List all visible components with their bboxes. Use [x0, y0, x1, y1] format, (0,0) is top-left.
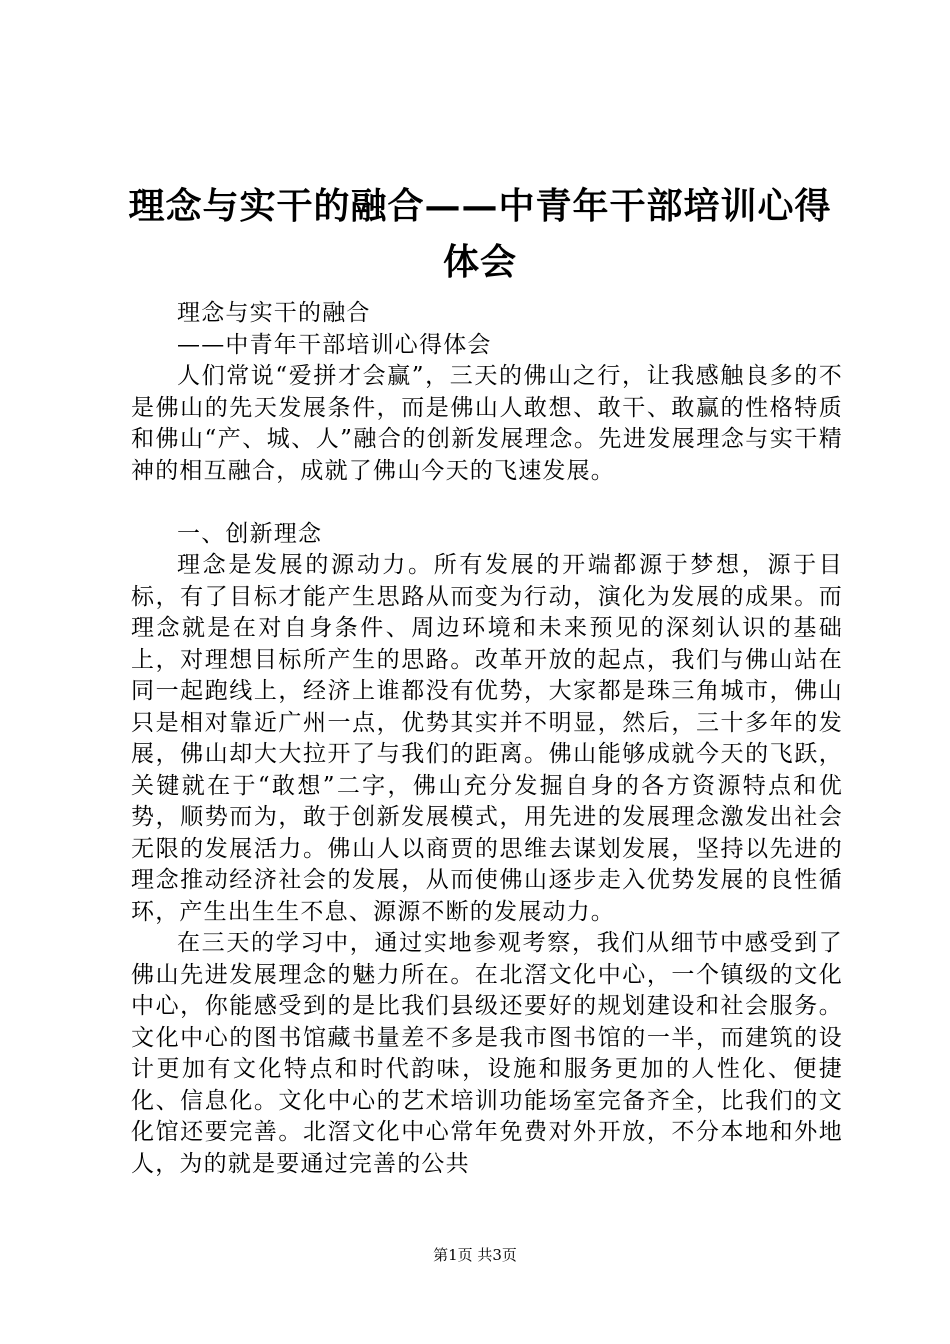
subtitle-line-1: 理念与实干的融合 [177, 300, 371, 326]
paragraph-spacer [131, 487, 843, 519]
paragraph-body-2: 在三天的学习中，通过实地参观考察，我们从细节中感受到了佛山先进发展理念的魅力所在。在北滘文化中心，一个镇级的文化中心，你能感受到的是比我们县级还要好的规划建设和社会服务。文化中心的图书馆藏书量差不多是我市图书馆的一半，而建筑的设计更加有文化特点和时代韵味，设施和服务更加的人性化、便捷化、信息化。文化中心的艺术培训功能场室完备齐全，比我们的文化馆还要完善。北滘文化中心常年免费对外开放，不分本地和外地人，为的就是要通过完善的公共 [131, 930, 843, 1177]
section-heading: 一、创新理念 [177, 520, 323, 547]
page-footer: 第1页 共3页 [433, 1246, 517, 1264]
document-body [131, 298, 843, 1180]
paragraph-body-1: 理念是发展的源动力。所有发展的开端都源于梦想，源于目标，有了目标才能产生思路从而变为行动，演化为发展的成果。而理念就是在对自身条件、周边环境和未来预见的深刻认识的基础上，对理想目标所产生的思路。改革开放的起点，我们与佛山站在同一起跑线上，经济上谁都没有优势，大家都是珠三角城市，佛山只是相对靠近广州一点，优势其实并不明显，然后，三十多年的发展，佛山却大大拉开了与我们的距离。佛山能够成就今天的飞跃，关键就在于“敢想”二字，佛山充分发掘自身的各方资源特点和优势，顺势而为，敢于创新发展模式，用先进的发展理念激发出社会无限的发展活力。佛山人以商贾的思维去谋划发展，坚持以先进的理念推动经济社会的发展，从而使佛山逐步走入优势发展的良性循环，产生出生生不息、源源不断的发展动力。 [131, 552, 843, 925]
paragraph-intro: 人们常说“爱拼才会赢”，三天的佛山之行，让我感触良多的不是佛山的先天发展条件，而是佛山人敢想、敢干、敢赢的性格特质和佛山“产、城、人”融合的创新发展理念。先进发展理念与实干精神的相互融合，成就了佛山今天的飞速发展。 [131, 363, 843, 484]
subtitle-line-2: ——中青年干部培训心得体会 [177, 331, 492, 358]
document-title: 理念与实干的融合——中青年干部培训心得体会 [128, 185, 832, 283]
